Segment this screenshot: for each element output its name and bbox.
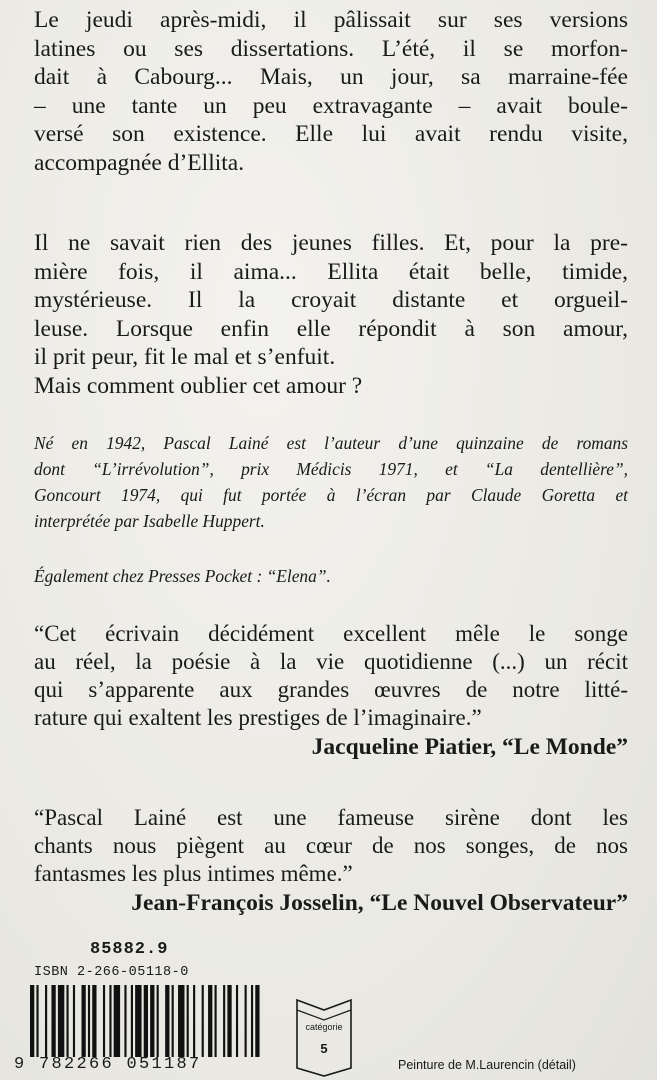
text-line: versé son existence. Elle lui avait rendu visite,: [34, 121, 628, 148]
text-line: dait à Cabourg... Mais, un jour, sa marraine-fée: [34, 64, 628, 91]
text-line: Goncourt 1974, qui fut portée à l’écran par Claude Goretta et: [34, 485, 628, 505]
text-line: dont “L’irrévolution”, prix Médicis 1971, et “La dentellière”,: [34, 459, 628, 479]
text-line: chants nous piègent au cœur de nos songes, de nos: [34, 833, 628, 858]
author-bio: [34, 430, 628, 534]
text-line: il prit peur, fit le mal et s’enfuit.: [34, 344, 336, 371]
text-line: latines ou ses dissertations. L’été, il se morfon-: [34, 35, 628, 62]
text-line: Il ne savait rien des jeunes filles. Et, pour la pre-: [34, 230, 628, 256]
category-label: catégorie: [305, 1022, 343, 1032]
text-line: Également chez Presses Pocket : “Elena”.: [34, 566, 331, 586]
text-line: fantasmes les plus intimes même.”: [34, 861, 353, 886]
text-line: Mais comment oublier cet amour ?: [34, 372, 363, 399]
text-line: au réel, la poésie à la vie quotidienne (...) un récit: [34, 649, 628, 674]
review-attribution-2: Jean-François Josselin, “Le Nouvel Observateur”: [131, 890, 628, 916]
text-line: Né en 1942, Pascal Lainé est l’auteur d’une quinzaine de romans: [34, 433, 628, 453]
also-available: [34, 563, 628, 589]
synopsis-paragraph-1: [34, 6, 628, 178]
category-chevron-icon: [295, 998, 353, 1078]
isbn: ISBN 2-266-05118-0: [34, 965, 189, 980]
review-quote-2: [34, 804, 628, 917]
text-line: “Pascal Lainé est une fameuse sirène dont les: [34, 805, 628, 830]
barcode-digits: 9 782266 051187: [14, 1055, 202, 1074]
cover-credit: Peinture de M.Laurencin (détail): [398, 1058, 576, 1072]
category-number: 5: [320, 1041, 328, 1056]
text-line: accompagnée d’Ellita.: [34, 149, 245, 176]
text-line: interprétée par Isabelle Huppert.: [34, 511, 265, 531]
text-line: mière fois, il aima... Ellita était belle, timide,: [34, 258, 628, 285]
text-line: – une tante un peu extravagante – avait boule-: [34, 92, 628, 119]
barcode: [30, 985, 266, 1057]
text-line: Le jeudi après-midi, il pâlissait sur ses versions: [34, 7, 628, 33]
text-line: leuse. Lorsque enfin elle répondit à son amour,: [34, 315, 628, 342]
text-line: “Cet écrivain décidément excellent mêle le songe: [34, 621, 628, 646]
review-attribution-1: Jacqueline Piatier, “Le Monde”: [311, 734, 628, 760]
text-line: mystérieuse. Il la croyait distante et orgueil-: [34, 287, 628, 314]
review-quote-1: [34, 620, 628, 761]
synopsis-paragraph-2: [34, 229, 628, 401]
text-line: qui s’apparente aux grandes œuvres de notre litté-: [34, 677, 628, 702]
text-line: rature qui exaltent les prestiges de l’imaginaire.”: [34, 705, 482, 730]
publisher-code: 85882.9: [90, 940, 169, 959]
